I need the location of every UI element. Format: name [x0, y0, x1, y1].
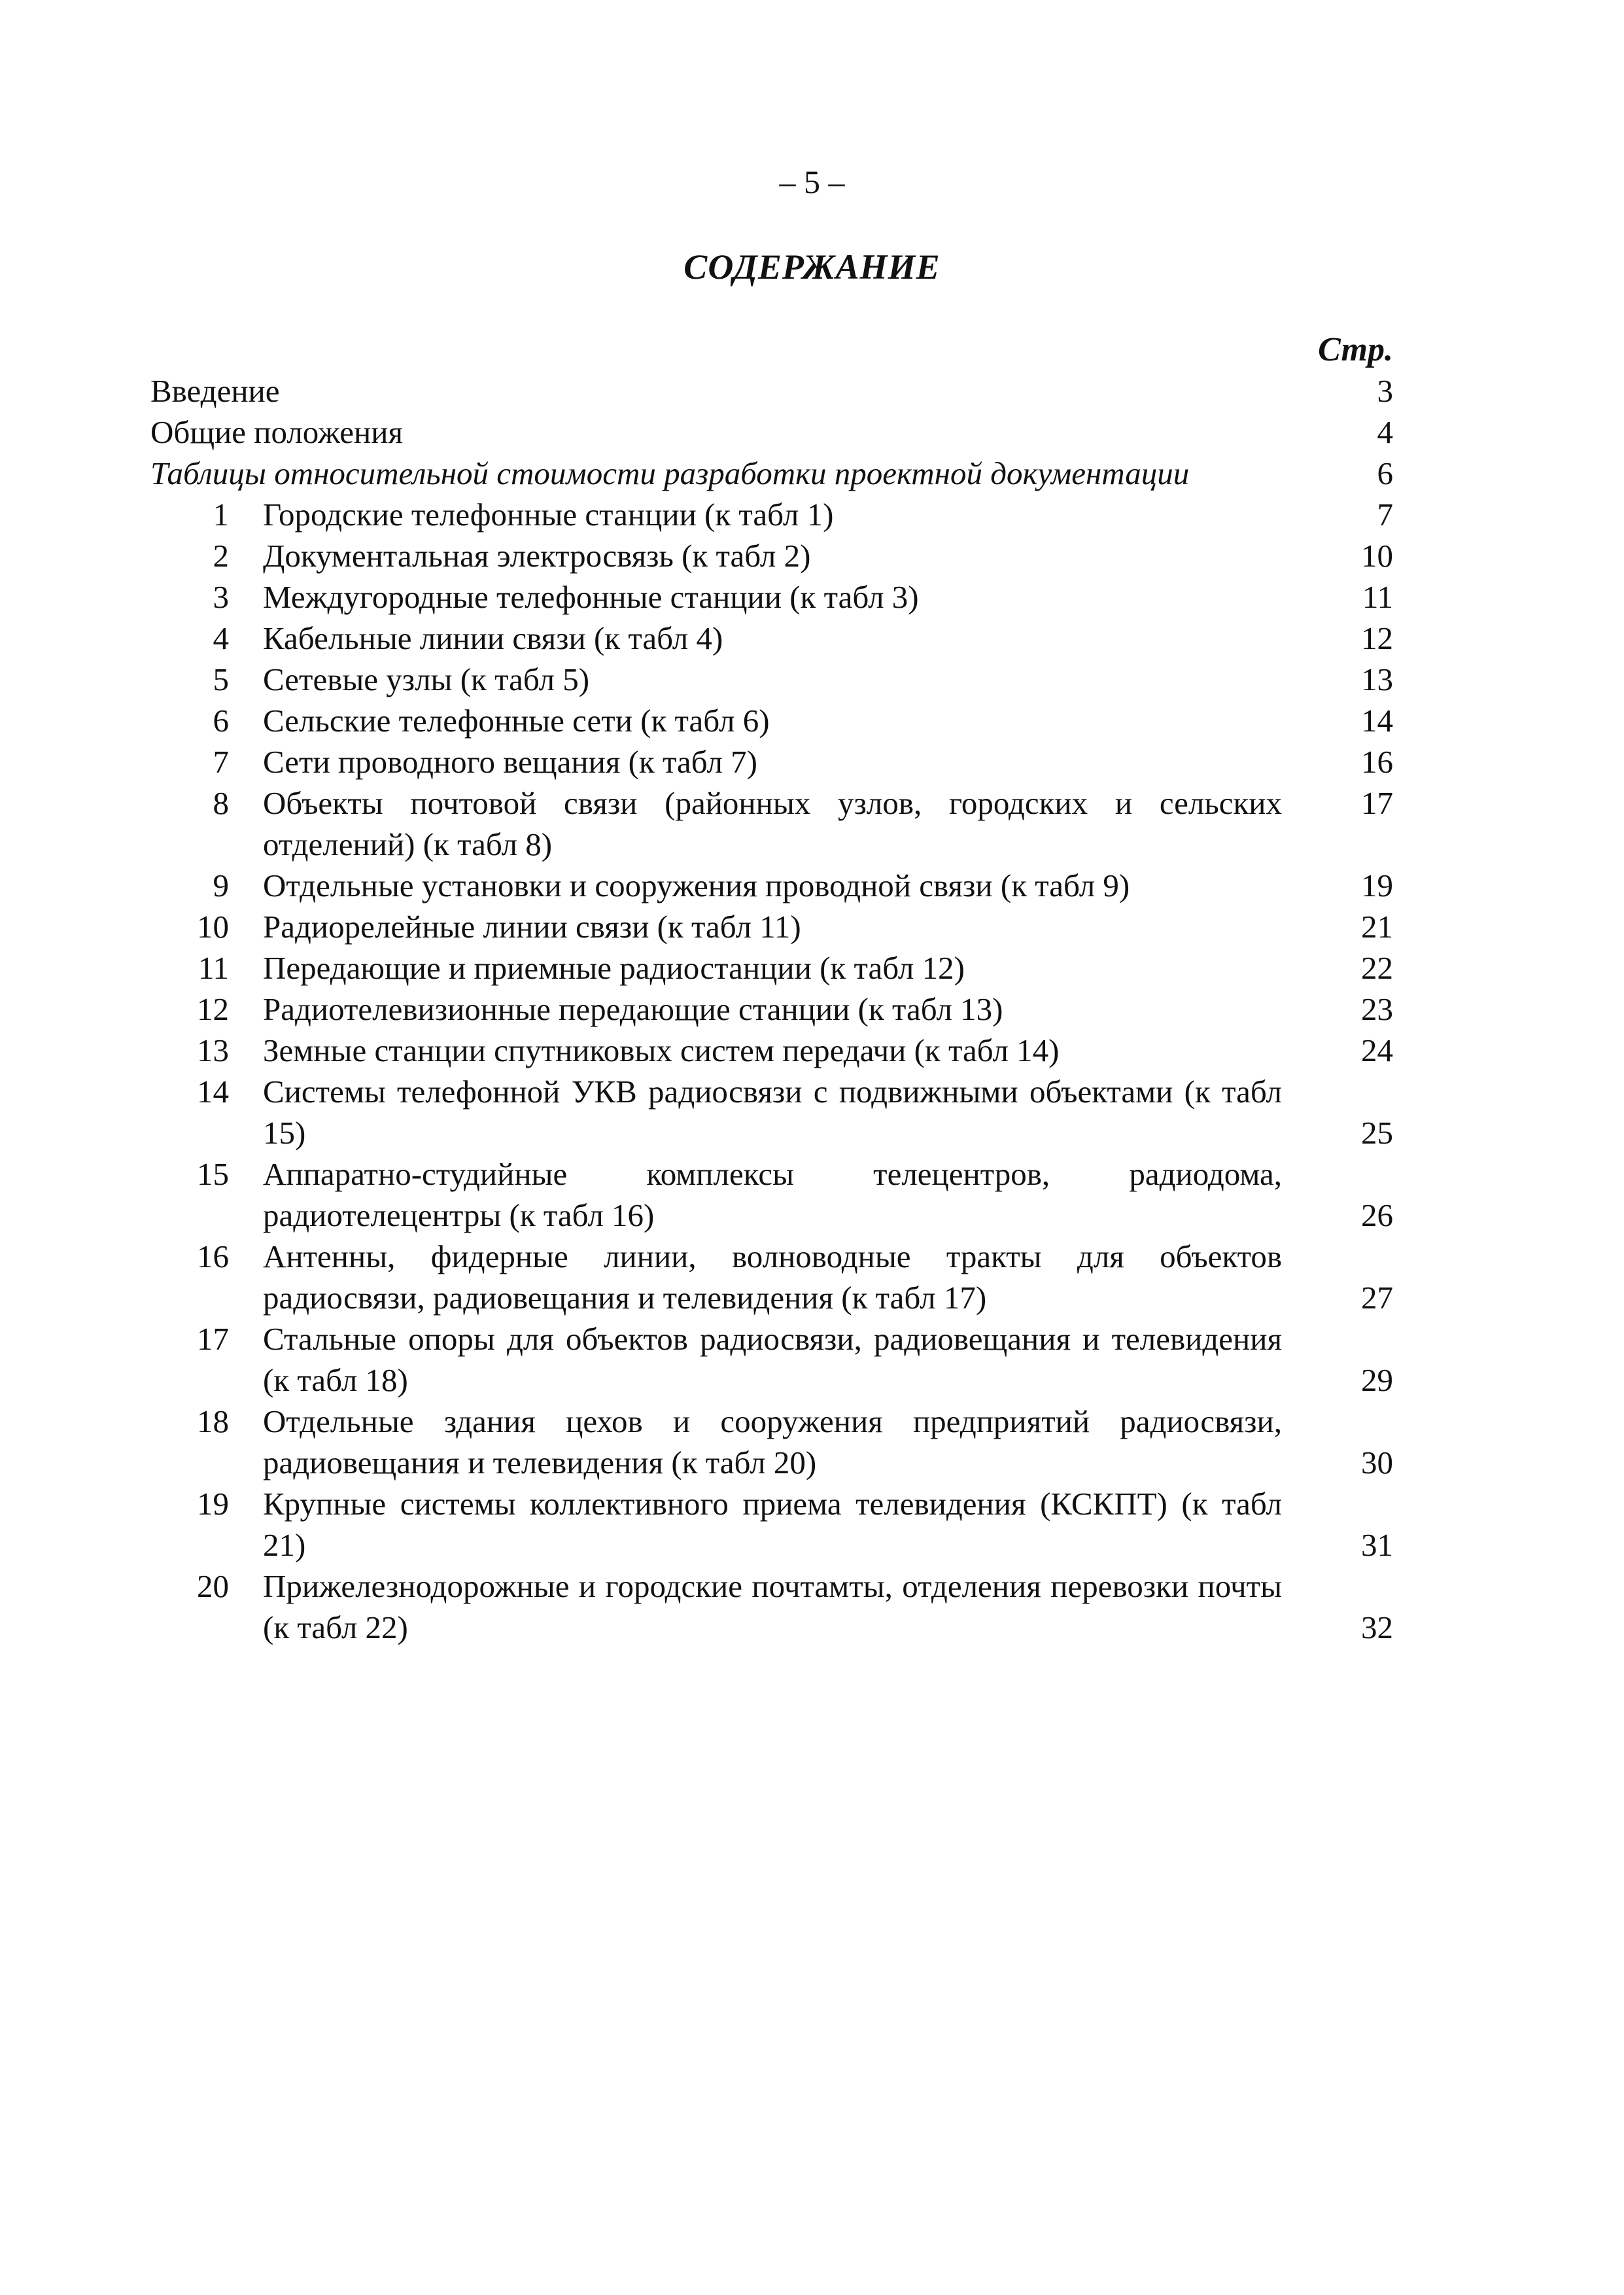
- toc-item-title: Радиотелевизионные передающие станции (к табл 13): [263, 991, 1003, 1027]
- toc-item-title: Антенны, фидерные линии, волноводные тракты для объектов радиосвязи, радиовещания и телевидения (к табл 17): [263, 1238, 1282, 1316]
- toc-item-page: 10: [1361, 538, 1393, 574]
- toc-item: [150, 700, 1393, 741]
- toc-item-number: 19: [197, 1486, 229, 1522]
- toc-item: [150, 1566, 1393, 1648]
- toc-item-page: 26: [1361, 1197, 1393, 1233]
- page-number: – 5 –: [779, 164, 845, 200]
- toc-item-title: Сети проводного вещания (к табл 7): [263, 744, 757, 780]
- toc-item: [150, 576, 1393, 618]
- toc-item: [150, 1318, 1393, 1401]
- toc-entry-page: 6: [1377, 455, 1393, 491]
- toc-item: [150, 1401, 1393, 1483]
- toc-item-number: 14: [197, 1074, 229, 1110]
- page-column-label: Стр.: [1318, 331, 1393, 368]
- toc-item: [150, 906, 1393, 947]
- toc-item-number: 9: [213, 867, 229, 903]
- toc-item-number: 17: [197, 1321, 229, 1357]
- toc-item-page: 25: [1361, 1115, 1393, 1151]
- toc-item: [150, 1483, 1393, 1566]
- toc-item-page: 31: [1361, 1527, 1393, 1563]
- toc-item-number: 7: [213, 744, 229, 780]
- toc-item-number: 1: [213, 497, 229, 533]
- toc-entry-tables: [150, 453, 1393, 494]
- toc-item-title: Междугородные телефонные станции (к табл 3): [263, 579, 919, 615]
- toc-item: [150, 989, 1393, 1030]
- toc-item-title: Документальная электросвязь (к табл 2): [263, 538, 811, 574]
- toc-item: [150, 535, 1393, 576]
- toc-item: [150, 865, 1393, 906]
- toc-item-title: Земные станции спутниковых систем передачи (к табл 14): [263, 1032, 1060, 1068]
- toc-item-title: Сетевые узлы (к табл 5): [263, 661, 590, 697]
- toc-item-page: 22: [1361, 950, 1393, 986]
- toc-item-page: 32: [1361, 1609, 1393, 1645]
- toc-entry-introduction: [150, 370, 1393, 412]
- toc-item-number: 2: [213, 538, 229, 574]
- toc-item-title: Отдельные установки и сооружения проводной связи (к табл 9): [263, 867, 1130, 903]
- toc-item-number: 6: [213, 703, 229, 739]
- toc-item-page: 12: [1361, 620, 1393, 656]
- toc-item-number: 3: [213, 579, 229, 615]
- toc-item-number: 15: [197, 1156, 229, 1192]
- toc-item-number: 18: [197, 1403, 229, 1439]
- toc-item-number: 8: [213, 785, 229, 821]
- toc-entry-title: Общие положения: [150, 414, 404, 450]
- toc-entry-page: 3: [1377, 373, 1393, 409]
- toc-entry-general-provisions: [150, 412, 1393, 453]
- toc-item-page: 29: [1361, 1362, 1393, 1398]
- toc-item-number: 20: [197, 1568, 229, 1604]
- toc-item-page: 30: [1361, 1445, 1393, 1480]
- toc-item: [150, 1071, 1393, 1153]
- toc-item: [150, 741, 1393, 782]
- toc-item-title: Крупные системы коллективного приема телевидения (КСКПТ) (к табл 21): [263, 1486, 1282, 1563]
- toc-item-page: 17: [1361, 785, 1393, 821]
- toc-item-number: 4: [213, 620, 229, 656]
- toc-item-title: Сельские телефонные сети (к табл 6): [263, 703, 770, 739]
- toc-item: [150, 494, 1393, 535]
- toc-item-title: Прижелезнодорожные и городские почтамты, отделения перевозки почты (к табл 22): [263, 1568, 1282, 1645]
- toc-item: [150, 659, 1393, 700]
- toc-item: [150, 1030, 1393, 1071]
- toc-item-page: 24: [1361, 1032, 1393, 1068]
- toc-item-number: 11: [198, 950, 229, 986]
- toc-item-title: Системы телефонной УКВ радиосвязи с подвижными объектами (к табл 15): [263, 1074, 1282, 1151]
- toc-item-title: Отдельные здания цехов и сооружения предприятий радиосвязи, радиовещания и телевидения (к табл 20): [263, 1403, 1282, 1480]
- toc-item: [150, 947, 1393, 989]
- toc-item-page: 21: [1361, 909, 1393, 945]
- toc-item: [150, 782, 1393, 865]
- toc-item-page: 14: [1361, 703, 1393, 739]
- toc-item-number: 12: [197, 991, 229, 1027]
- toc-item-number: 13: [197, 1032, 229, 1068]
- table-of-contents: [150, 330, 1393, 1648]
- toc-item-title: Радиорелейные линии связи (к табл 11): [263, 909, 801, 945]
- toc-item-title: Передающие и приемные радиостанции (к табл 12): [263, 950, 965, 986]
- toc-item-page: 16: [1361, 744, 1393, 780]
- toc-item-number: 5: [213, 661, 229, 697]
- toc-item: [150, 1153, 1393, 1236]
- toc-item-number: 16: [197, 1238, 229, 1274]
- toc-item-page: 27: [1361, 1280, 1393, 1316]
- toc-item-title: Стальные опоры для объектов радиосвязи, радиовещания и телевидения (к табл 18): [263, 1321, 1282, 1398]
- toc-item-title: Аппаратно-студийные комплексы телецентров, радиодома, радиотелецентры (к табл 16): [263, 1156, 1282, 1233]
- toc-item-page: 23: [1361, 991, 1393, 1027]
- toc-item-title: Объекты почтовой связи (районных узлов, городских и сельских отделений) (к табл 8): [263, 785, 1282, 862]
- toc-entry-title: Таблицы относительной стоимости разработки проектной документации: [150, 455, 1190, 491]
- toc-item-page: 7: [1377, 497, 1393, 533]
- toc-item-title: Городские телефонные станции (к табл 1): [263, 497, 834, 533]
- toc-entry-title: Введение: [150, 373, 280, 409]
- toc-item-title: Кабельные линии связи (к табл 4): [263, 620, 723, 656]
- toc-item-page: 13: [1361, 661, 1393, 697]
- toc-item: [150, 618, 1393, 659]
- toc-entry-page: 4: [1377, 414, 1393, 450]
- page-title: СОДЕРЖАНИЕ: [683, 247, 941, 287]
- toc-item-page: 11: [1362, 579, 1393, 615]
- toc-item-number: 10: [197, 909, 229, 945]
- toc-item: [150, 1236, 1393, 1318]
- toc-item-page: 19: [1361, 867, 1393, 903]
